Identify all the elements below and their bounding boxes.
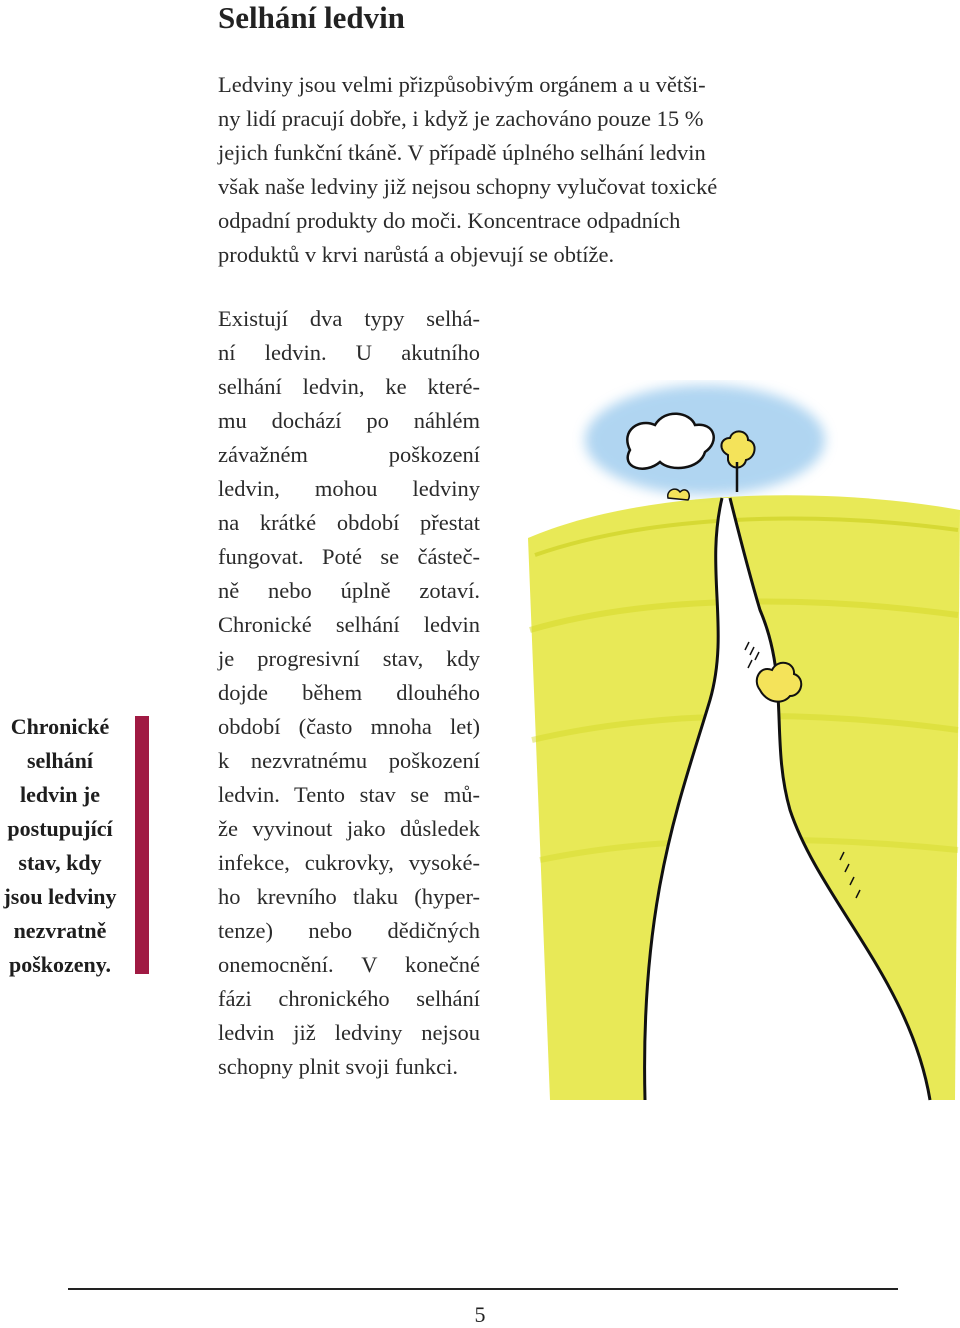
body-line: fungovat. Poté se částeč- bbox=[218, 544, 480, 569]
body-line: fázi chronického selhání bbox=[218, 986, 480, 1011]
body-line: dojde během dlouhého bbox=[218, 680, 480, 705]
body-line: období (často mnoha let) bbox=[218, 714, 480, 739]
intro-line: produktů v krvi narůstá a objevují se obtíže. bbox=[218, 242, 615, 267]
sidebar-note-line: selhání bbox=[26, 748, 94, 773]
body-line: schopny plnit svoji funkci. bbox=[218, 1054, 458, 1079]
intro-paragraph bbox=[218, 68, 758, 272]
body-line: ní ledvin. U akutního bbox=[218, 340, 480, 365]
sidebar-note bbox=[0, 710, 120, 982]
sidebar-note-line: stav, kdy bbox=[18, 850, 102, 875]
body-line: ledvin, mohou ledviny bbox=[218, 476, 480, 501]
page-number: 5 bbox=[474, 1302, 486, 1327]
page-title: Selhání ledvin bbox=[218, 0, 405, 35]
intro-line: Ledviny jsou velmi přizpůsobivým orgánem a u větši- bbox=[218, 72, 706, 97]
sidebar-note-line: Chronické bbox=[10, 714, 110, 739]
sidebar-note-line: poškozeny. bbox=[8, 952, 112, 977]
body-line: je progresivní stav, kdy bbox=[218, 646, 480, 671]
body-line: na krátké období přestat bbox=[218, 510, 480, 535]
body-line: mu dochází po náhlém bbox=[218, 408, 480, 433]
intro-line: jejich funkční tkáně. V případě úplného selhání ledvin bbox=[218, 140, 706, 165]
body-line: selhání ledvin, ke které- bbox=[218, 374, 480, 399]
body-line: onemocnění. V konečné bbox=[218, 952, 480, 977]
footer-rule bbox=[68, 1288, 898, 1290]
body-line: ně nebo úplně zotaví. bbox=[218, 578, 480, 603]
body-line: Existují dva typy selhá- bbox=[218, 306, 480, 331]
body-line: k nezvratnému poškození bbox=[218, 748, 480, 773]
body-line: ho krevního tlaku (hyper- bbox=[218, 884, 480, 909]
sidebar-note-line: jsou ledviny bbox=[3, 884, 117, 909]
body-line: Chronické selhání ledvin bbox=[218, 612, 480, 637]
intro-line: odpadní produkty do moči. Koncentrace odpadních bbox=[218, 208, 681, 233]
sidebar-note-line: postupující bbox=[7, 816, 113, 841]
body-line: ledvin. Tento stav se mů- bbox=[218, 782, 480, 807]
body-line: infekce, cukrovky, vysoké- bbox=[218, 850, 480, 875]
body-line: závažném poškození bbox=[218, 442, 480, 467]
body-line: že vyvinout jako důsledek bbox=[218, 816, 480, 841]
hill-road-illustration bbox=[490, 380, 960, 1120]
body-line: tenze) nebo dědičných bbox=[218, 918, 480, 943]
intro-line: však naše ledviny již nejsou schopny vylučovat toxické bbox=[218, 174, 718, 199]
sidebar-note-line: nezvratně bbox=[13, 918, 107, 943]
intro-line: ny lidí pracují dobře, i když je zachováno pouze 15 % bbox=[218, 106, 704, 131]
sidebar-accent-bar bbox=[135, 716, 149, 974]
body-line: ledvin již ledviny nejsou bbox=[218, 1020, 480, 1045]
main-paragraph bbox=[218, 302, 480, 1084]
sidebar-note-line: ledvin je bbox=[19, 782, 101, 807]
